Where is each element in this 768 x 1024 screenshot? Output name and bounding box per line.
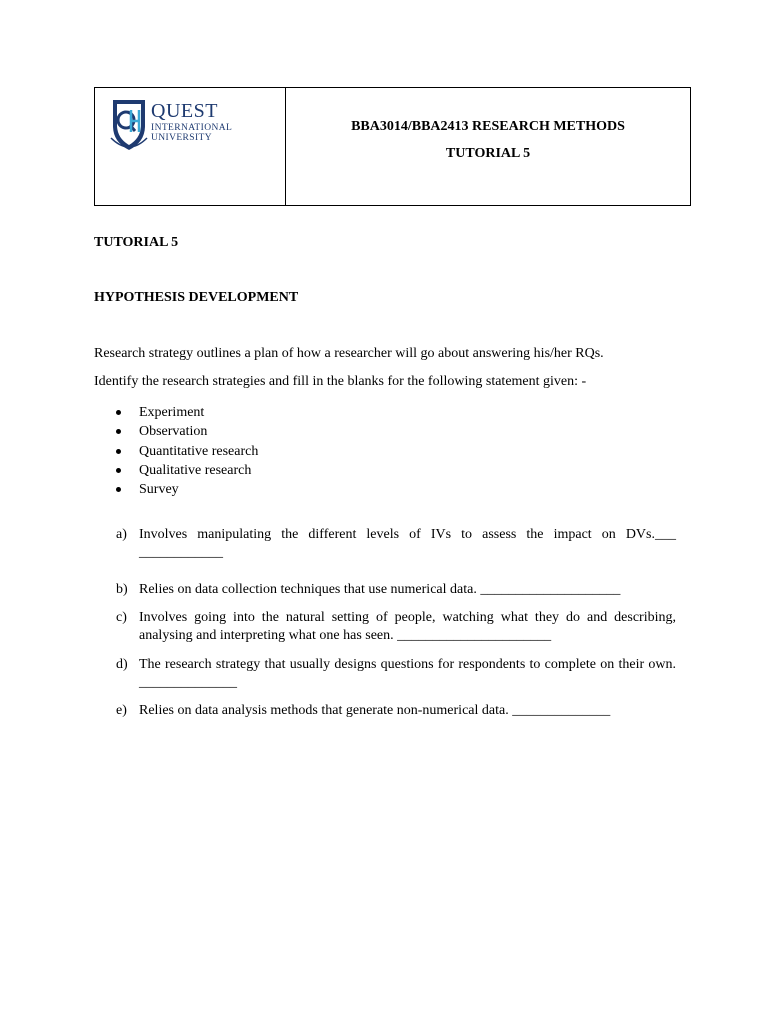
question-c — [116, 609, 676, 645]
question-text: Involves manipulating the different levels of IVs to assess the impact on DVs.___ ____________ — [139, 527, 676, 560]
topic-heading: HYPOTHESIS DEVELOPMENT — [94, 290, 299, 305]
question-label: b) — [116, 582, 128, 597]
list-item: Qualitative research — [114, 461, 258, 480]
list-item: Experiment — [114, 403, 258, 422]
list-item: Quantitative research — [114, 442, 258, 461]
question-d — [116, 656, 676, 692]
logo-subline-1: INTERNATIONAL — [151, 123, 233, 133]
university-crest-icon — [109, 98, 149, 152]
logo-subline-2: UNIVERSITY — [151, 133, 212, 143]
list-item: Survey — [114, 480, 258, 499]
question-b — [116, 581, 676, 599]
list-item: Observation — [114, 422, 258, 441]
strategy-list — [114, 403, 258, 499]
instruction-paragraph: Identify the research strategies and fill in the blanks for the following statement given: - — [94, 374, 587, 389]
question-e — [116, 702, 676, 720]
question-label: a) — [116, 527, 127, 542]
course-title: BBA3014/BBA2413 RESEARCH METHODS — [351, 119, 625, 134]
title-cell — [286, 88, 690, 205]
logo-wordmark: QUEST — [151, 100, 218, 122]
tutorial-number: TUTORIAL 5 — [445, 146, 531, 161]
question-label: c) — [116, 610, 127, 625]
question-a — [116, 526, 676, 562]
logo-cell — [95, 88, 286, 205]
question-text: Involves going into the natural setting of people, watching what they do and describing, analysing and interpreting what one has seen. ______________________ — [139, 610, 676, 643]
question-label: d) — [116, 657, 128, 672]
intro-paragraph: Research strategy outlines a plan of how a researcher will go about answering his/her RQs. — [94, 346, 604, 361]
question-label: e) — [116, 703, 127, 718]
question-text: Relies on data analysis methods that generate non-numerical data. ______________ — [139, 703, 611, 718]
section-title: TUTORIAL 5 — [94, 235, 179, 250]
header-table — [94, 87, 691, 206]
question-text: Relies on data collection techniques that use numerical data. ____________________ — [139, 582, 621, 597]
question-text: The research strategy that usually designs questions for respondents to complete on their own. ______________ — [139, 657, 676, 690]
